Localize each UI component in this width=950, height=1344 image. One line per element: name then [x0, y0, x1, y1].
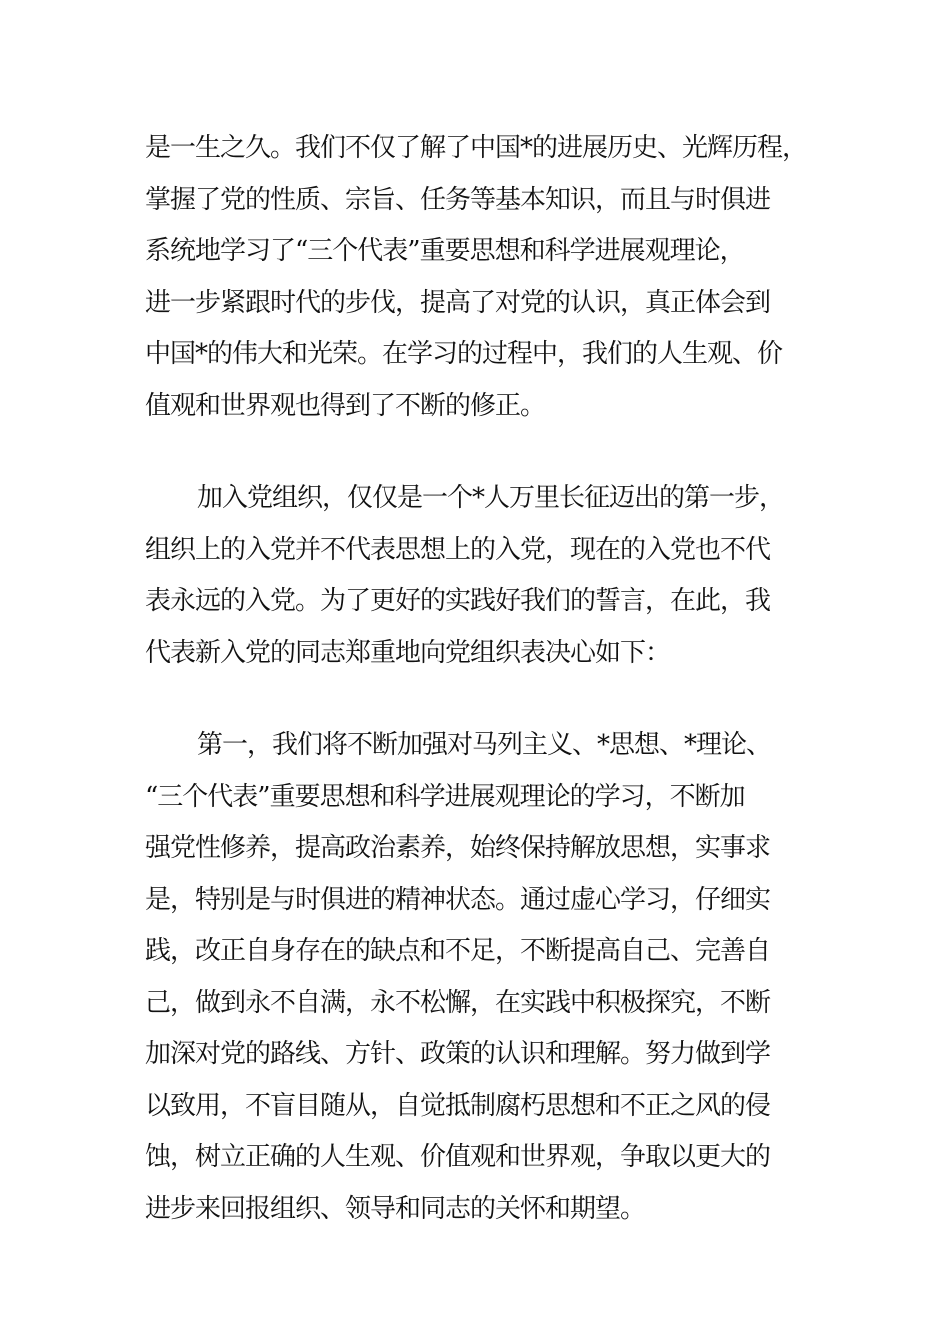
paragraph-3	[145, 720, 810, 1235]
text-line: 表永远的入党。为了更好的实践好我们的誓言，在此，我	[145, 586, 771, 616]
text-line: 系统地学习了“三个代表”重要思想和科学进展观理论，	[145, 236, 745, 266]
text-line: 值观和世界观也得到了不断的修正。	[145, 390, 546, 421]
paragraph-1	[145, 123, 810, 432]
text-line: 进步来回报组织、领导和同志的关怀和期望。	[145, 1193, 646, 1224]
text-line: 代表新入党的同志郑重地向党组织表决心如下：	[145, 637, 671, 668]
text-line: 是一生之久。我们不仅了解了中国*的进展历史、光辉历程，	[145, 133, 808, 163]
text-line: 是，特别是与时俱进的精神状态。通过虚心学习，仔细实	[145, 884, 771, 915]
text-line: 进一步紧跟时代的步伐，提高了对党的认识，真正体会到	[145, 287, 771, 318]
text-line: 组织上的入党并不代表思想上的入党，现在的入党也不代	[145, 534, 771, 565]
text-line: 蚀，树立正确的人生观、价值观和世界观，争取以更大的	[145, 1142, 771, 1172]
text-line: 践，改正自身存在的缺点和不足，不断提高自己、完善自	[145, 936, 771, 966]
text-line: 以致用，不盲目随从，自觉抵制腐朽思想和不正之风的侵	[145, 1090, 771, 1121]
text-line: 加入党组织，仅仅是一个*人万里长征迈出的第一步，	[197, 483, 785, 513]
text-line: 己，做到永不自满，永不松懈，在实践中积极探究，不断	[145, 987, 771, 1018]
text-line: 第一，我们将不断加强对马列主义、*思想、*理论、	[197, 730, 772, 760]
text-line: 掌握了党的性质、宗旨、任务等基本知识，而且与时俱进	[145, 184, 771, 215]
text-line: “三个代表”重要思想和科学进展观理论的学习，不断加	[145, 781, 745, 812]
text-line: 中国*的伟大和光荣。在学习的过程中，我们的人生观、价	[145, 339, 783, 369]
text-line: 加深对党的路线、方针、政策的认识和理解。努力做到学	[145, 1039, 771, 1069]
paragraph-2	[145, 473, 810, 679]
text-line: 强党性修养，提高政治素养，始终保持解放思想，实事求	[145, 833, 771, 863]
